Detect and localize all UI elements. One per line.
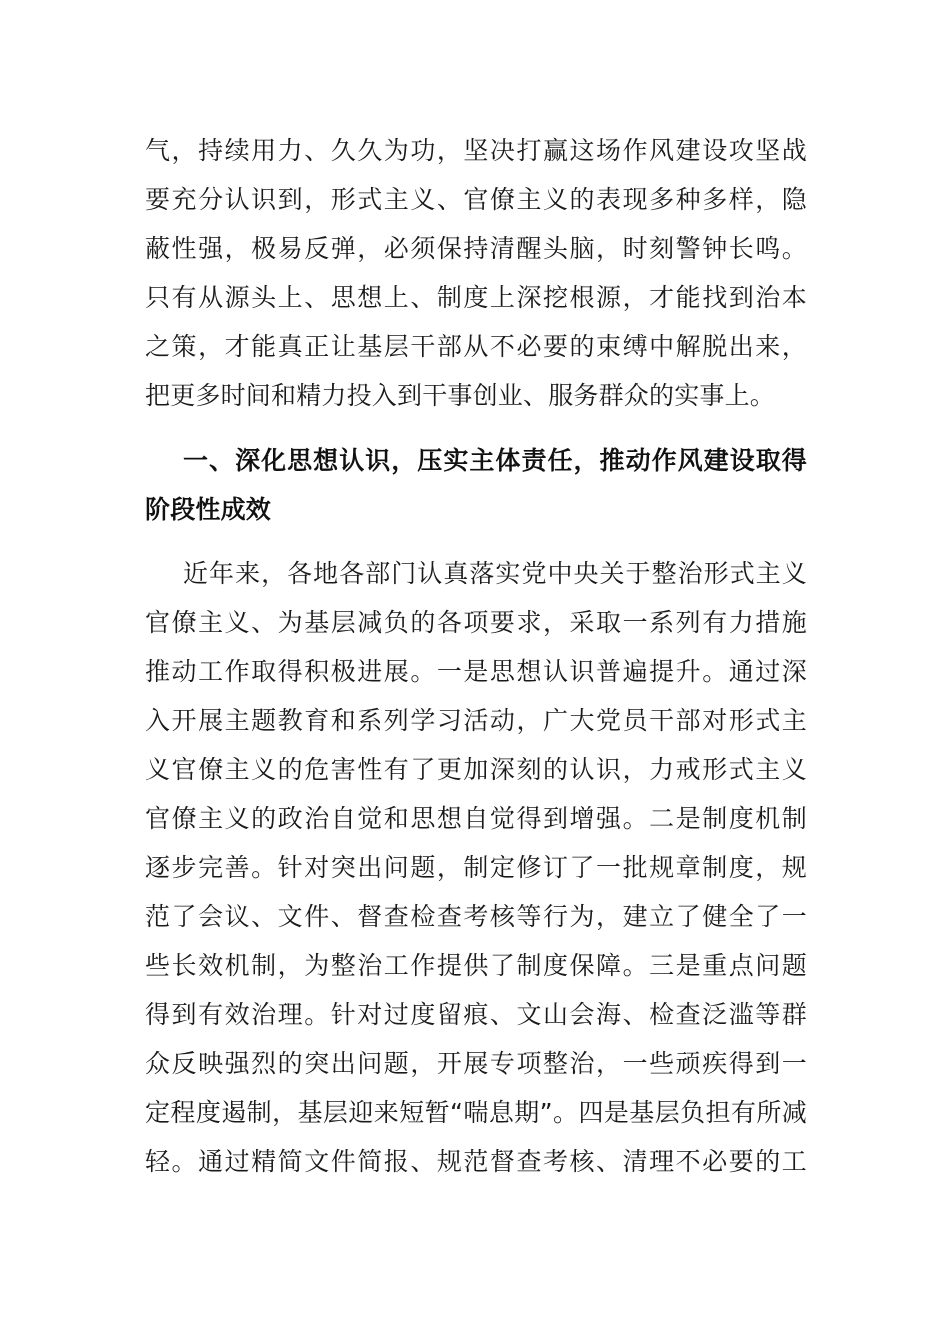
body-line: 官僚主义的政治自觉和思想自觉得到增强。二是制度机制 (145, 804, 807, 833)
body-line: 些长效机制，为整治工作提供了制度保障。三是重点问题 (145, 951, 807, 980)
section-heading-line: 一、深化思想认识，压实主体责任，推动作风建设取得 (183, 446, 807, 475)
body-line: 轻。通过精简文件简报、规范督查考核、清理不必要的工 (145, 1147, 807, 1176)
intro-line: 把更多时间和精力投入到干事创业、服务群众的实事上。 (145, 381, 776, 410)
body-line: 义官僚主义的危害性有了更加深刻的认识，力戒形式主义 (145, 755, 807, 784)
body-line: 推动工作取得积极进展。一是思想认识普遍提升。通过深 (145, 657, 807, 686)
intro-line: 要充分认识到，形式主义、官僚主义的表现多种多样，隐 (145, 185, 807, 214)
body-line: 入开展主题教育和系列学习活动，广大党员干部对形式主 (145, 706, 807, 735)
intro-line: 之策，才能真正让基层干部从不必要的束缚中解脱出来， (145, 332, 807, 361)
body-line: 众反映强烈的突出问题，开展专项整治，一些顽疾得到一 (145, 1049, 807, 1078)
body-line: 官僚主义、为基层减负的各项要求，采取一系列有力措施 (145, 608, 807, 637)
intro-line: 蔽性强，极易反弹，必须保持清醒头脑，时刻警钟长鸣。 (145, 234, 807, 263)
intro-line: 只有从源头上、思想上、制度上深挖根源，才能找到治本 (145, 283, 807, 312)
body-line: 得到有效治理。针对过度留痕、文山会海、检查泛滥等群 (145, 1000, 807, 1029)
body-line: 范了会议、文件、督查检查考核等行为，建立了健全了一 (145, 902, 807, 931)
body-line: 逐步完善。针对突出问题，制定修订了一批规章制度，规 (145, 853, 807, 882)
body-line: 定程度遏制，基层迎来短暂“喘息期”。四是基层负担有所减 (145, 1098, 807, 1127)
section-heading-line: 阶段性成效 (145, 495, 272, 524)
intro-line: 气，持续用力、久久为功，坚决打赢这场作风建设攻坚战 (145, 136, 807, 165)
body-line: 近年来，各地各部门认真落实党中央关于整治形式主义 (183, 559, 807, 588)
